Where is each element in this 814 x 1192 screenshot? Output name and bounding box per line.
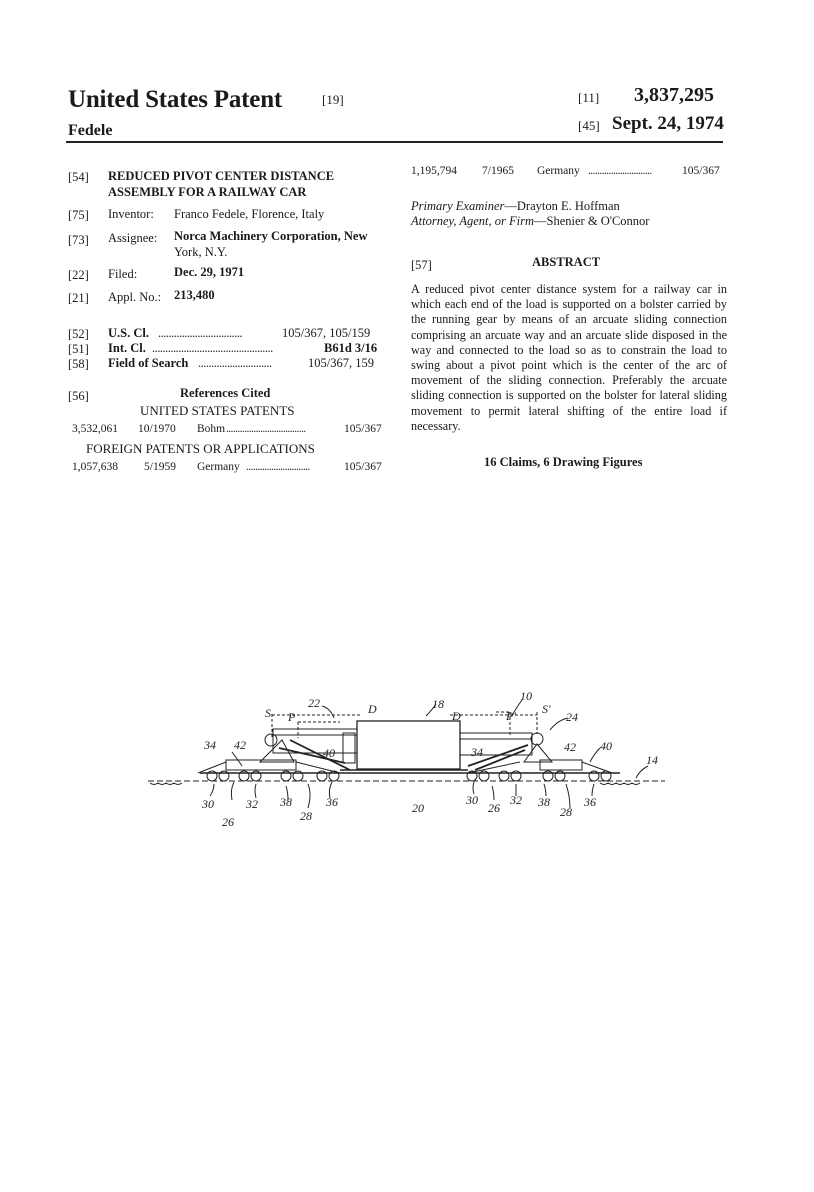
- code-45: [45]: [578, 118, 600, 133]
- int-cl-label: Int. Cl.: [108, 341, 146, 355]
- label-32a: 32: [246, 797, 258, 811]
- label-24: 24: [566, 710, 578, 724]
- ref-us-date: 10/1970: [138, 423, 176, 435]
- field-of-search-label: Field of Search: [108, 356, 189, 370]
- us-cl-dots: ................................: [158, 326, 242, 340]
- label-40b: 40: [600, 739, 612, 753]
- field-of-search-dots: ............................: [198, 356, 272, 370]
- label-18: 18: [432, 697, 444, 711]
- int-cl-dots: ..............................................: [152, 341, 273, 355]
- code-54: [54]: [68, 170, 89, 184]
- filed-value: Dec. 29, 1971: [174, 265, 245, 279]
- label-26b: 26: [488, 801, 500, 815]
- label-34b: 34: [471, 745, 483, 759]
- code-58: [58]: [68, 357, 89, 371]
- ref2-date: 7/1965: [482, 165, 514, 177]
- label-30b: 30: [466, 793, 478, 807]
- filed-label: Filed:: [108, 267, 138, 281]
- label-36b: 36: [584, 795, 596, 809]
- claims-line: 16 Claims, 6 Drawing Figures: [484, 455, 643, 469]
- label-42b: 42: [564, 740, 576, 754]
- abstract-heading: ABSTRACT: [532, 255, 601, 269]
- us-cl-label: U.S. Cl.: [108, 326, 149, 340]
- ref-us-number: 3,532,061: [72, 423, 118, 435]
- label-p2: P': [506, 709, 516, 723]
- code-57: [57]: [411, 258, 432, 272]
- label-s2: S': [542, 702, 551, 716]
- label-d1: D: [368, 702, 377, 716]
- code-21: [21]: [68, 291, 89, 305]
- dimension-lines: [272, 712, 537, 738]
- label-10: 10: [520, 689, 532, 703]
- references-cited-heading: References Cited: [180, 386, 271, 400]
- ref-foreign-name: Germany: [197, 461, 240, 473]
- label-28b: 28: [560, 805, 572, 819]
- figure-labels: [201, 689, 658, 829]
- left-pivot-circle: [265, 734, 277, 746]
- appl-no-value: 213,480: [174, 288, 215, 302]
- ref2-number: 1,195,794: [411, 165, 457, 177]
- patent-date: Sept. 24, 1974: [612, 113, 724, 134]
- right-pivot-circle: [531, 733, 543, 745]
- label-38a: 38: [280, 795, 292, 809]
- label-s: S: [265, 706, 271, 720]
- label-d2: D: [452, 709, 461, 723]
- ref-foreign-dots: ............................: [246, 461, 310, 473]
- label-28a: 28: [300, 809, 312, 823]
- code-73: [73]: [68, 233, 89, 247]
- code-52: [52]: [68, 327, 89, 341]
- ref2-name: Germany: [537, 165, 580, 177]
- code-51: [51]: [68, 342, 89, 356]
- inventor-surname: Fedele: [68, 122, 113, 139]
- assignee-value-line2: York, N.Y.: [174, 245, 228, 259]
- code-56: [56]: [68, 389, 89, 403]
- right-bolster: [524, 744, 552, 762]
- int-cl-value: B61d 3/16: [324, 341, 378, 355]
- ref-us-class: 105/367: [344, 423, 382, 435]
- load-body: [357, 721, 460, 769]
- appl-no-label: Appl. No.:: [108, 290, 162, 304]
- left-arc-way: [198, 762, 340, 773]
- invention-title-line1: REDUCED PIVOT CENTER DISTANCE: [108, 169, 335, 183]
- label-26a: 26: [222, 815, 234, 829]
- primary-examiner-name: —Drayton E. Hoffman: [504, 199, 620, 213]
- code-22: [22]: [68, 268, 89, 282]
- label-40a: 40: [323, 746, 335, 760]
- ref-us-dots: ...................................: [226, 423, 306, 435]
- abstract-text: A reduced pivot center distance system for a railway car in which each end of the load is supported on a bolster carried by the running gear by means of an arcuate sliding connection comprising an arcuate way and an arcuate slide disposed in the way and connected to the load so as to constrain the load to swing about a pivot point which is the center of the arc of movement of the sliding connection. Preferably the arcuate sliding connection is supported on the bolster for lateral sliding movement to permit lateral shifting of the entire load if necessary.: [411, 282, 727, 433]
- code-19: [19]: [322, 92, 344, 107]
- ref2-class: 105/367: [682, 165, 720, 177]
- label-30a: 30: [202, 797, 214, 811]
- left-strut-b: [290, 740, 350, 770]
- patent-number: 3,837,295: [634, 84, 714, 106]
- us-cl-value: 105/367, 105/159: [282, 326, 371, 340]
- label-20: 20: [412, 801, 424, 815]
- label-p: P: [288, 710, 296, 724]
- ref-us-name: Bohm: [197, 423, 226, 435]
- label-34a: 34: [204, 738, 216, 752]
- assignee-value-line1: Norca Machinery Corporation, New: [174, 229, 368, 243]
- inventor-value: Franco Fedele, Florence, Italy: [174, 207, 325, 221]
- label-14: 14: [646, 753, 658, 767]
- left-end-block: [343, 733, 355, 763]
- ref-foreign-number: 1,057,638: [72, 461, 118, 473]
- leader-lines: [210, 700, 648, 808]
- invention-title-line2: ASSEMBLY FOR A RAILWAY CAR: [108, 185, 307, 199]
- us-patents-heading: UNITED STATES PATENTS: [140, 403, 295, 418]
- code-11: [11]: [578, 90, 600, 105]
- label-32b: 32: [510, 793, 522, 807]
- assignee-label: Assignee:: [108, 231, 158, 245]
- ref2-dots: ............................: [588, 165, 652, 177]
- attorney-name: —Shenier & O'Connor: [534, 214, 650, 228]
- primary-examiner-label: Primary Examiner: [411, 199, 505, 213]
- label-42a: 42: [234, 738, 246, 752]
- attorney-label: Attorney, Agent, or Firm: [411, 214, 535, 228]
- field-of-search-value: 105/367, 159: [308, 356, 374, 370]
- inventor-label: Inventor:: [108, 207, 154, 221]
- label-36a: 36: [326, 795, 338, 809]
- ref-foreign-class: 105/367: [344, 461, 382, 473]
- patent-title: United States Patent: [68, 86, 283, 113]
- code-75: [75]: [68, 208, 89, 222]
- foreign-patents-heading: FOREIGN PATENTS OR APPLICATIONS: [86, 441, 315, 456]
- label-38b: 38: [538, 795, 550, 809]
- ref-foreign-date: 5/1959: [144, 461, 176, 473]
- label-22: 22: [308, 696, 320, 710]
